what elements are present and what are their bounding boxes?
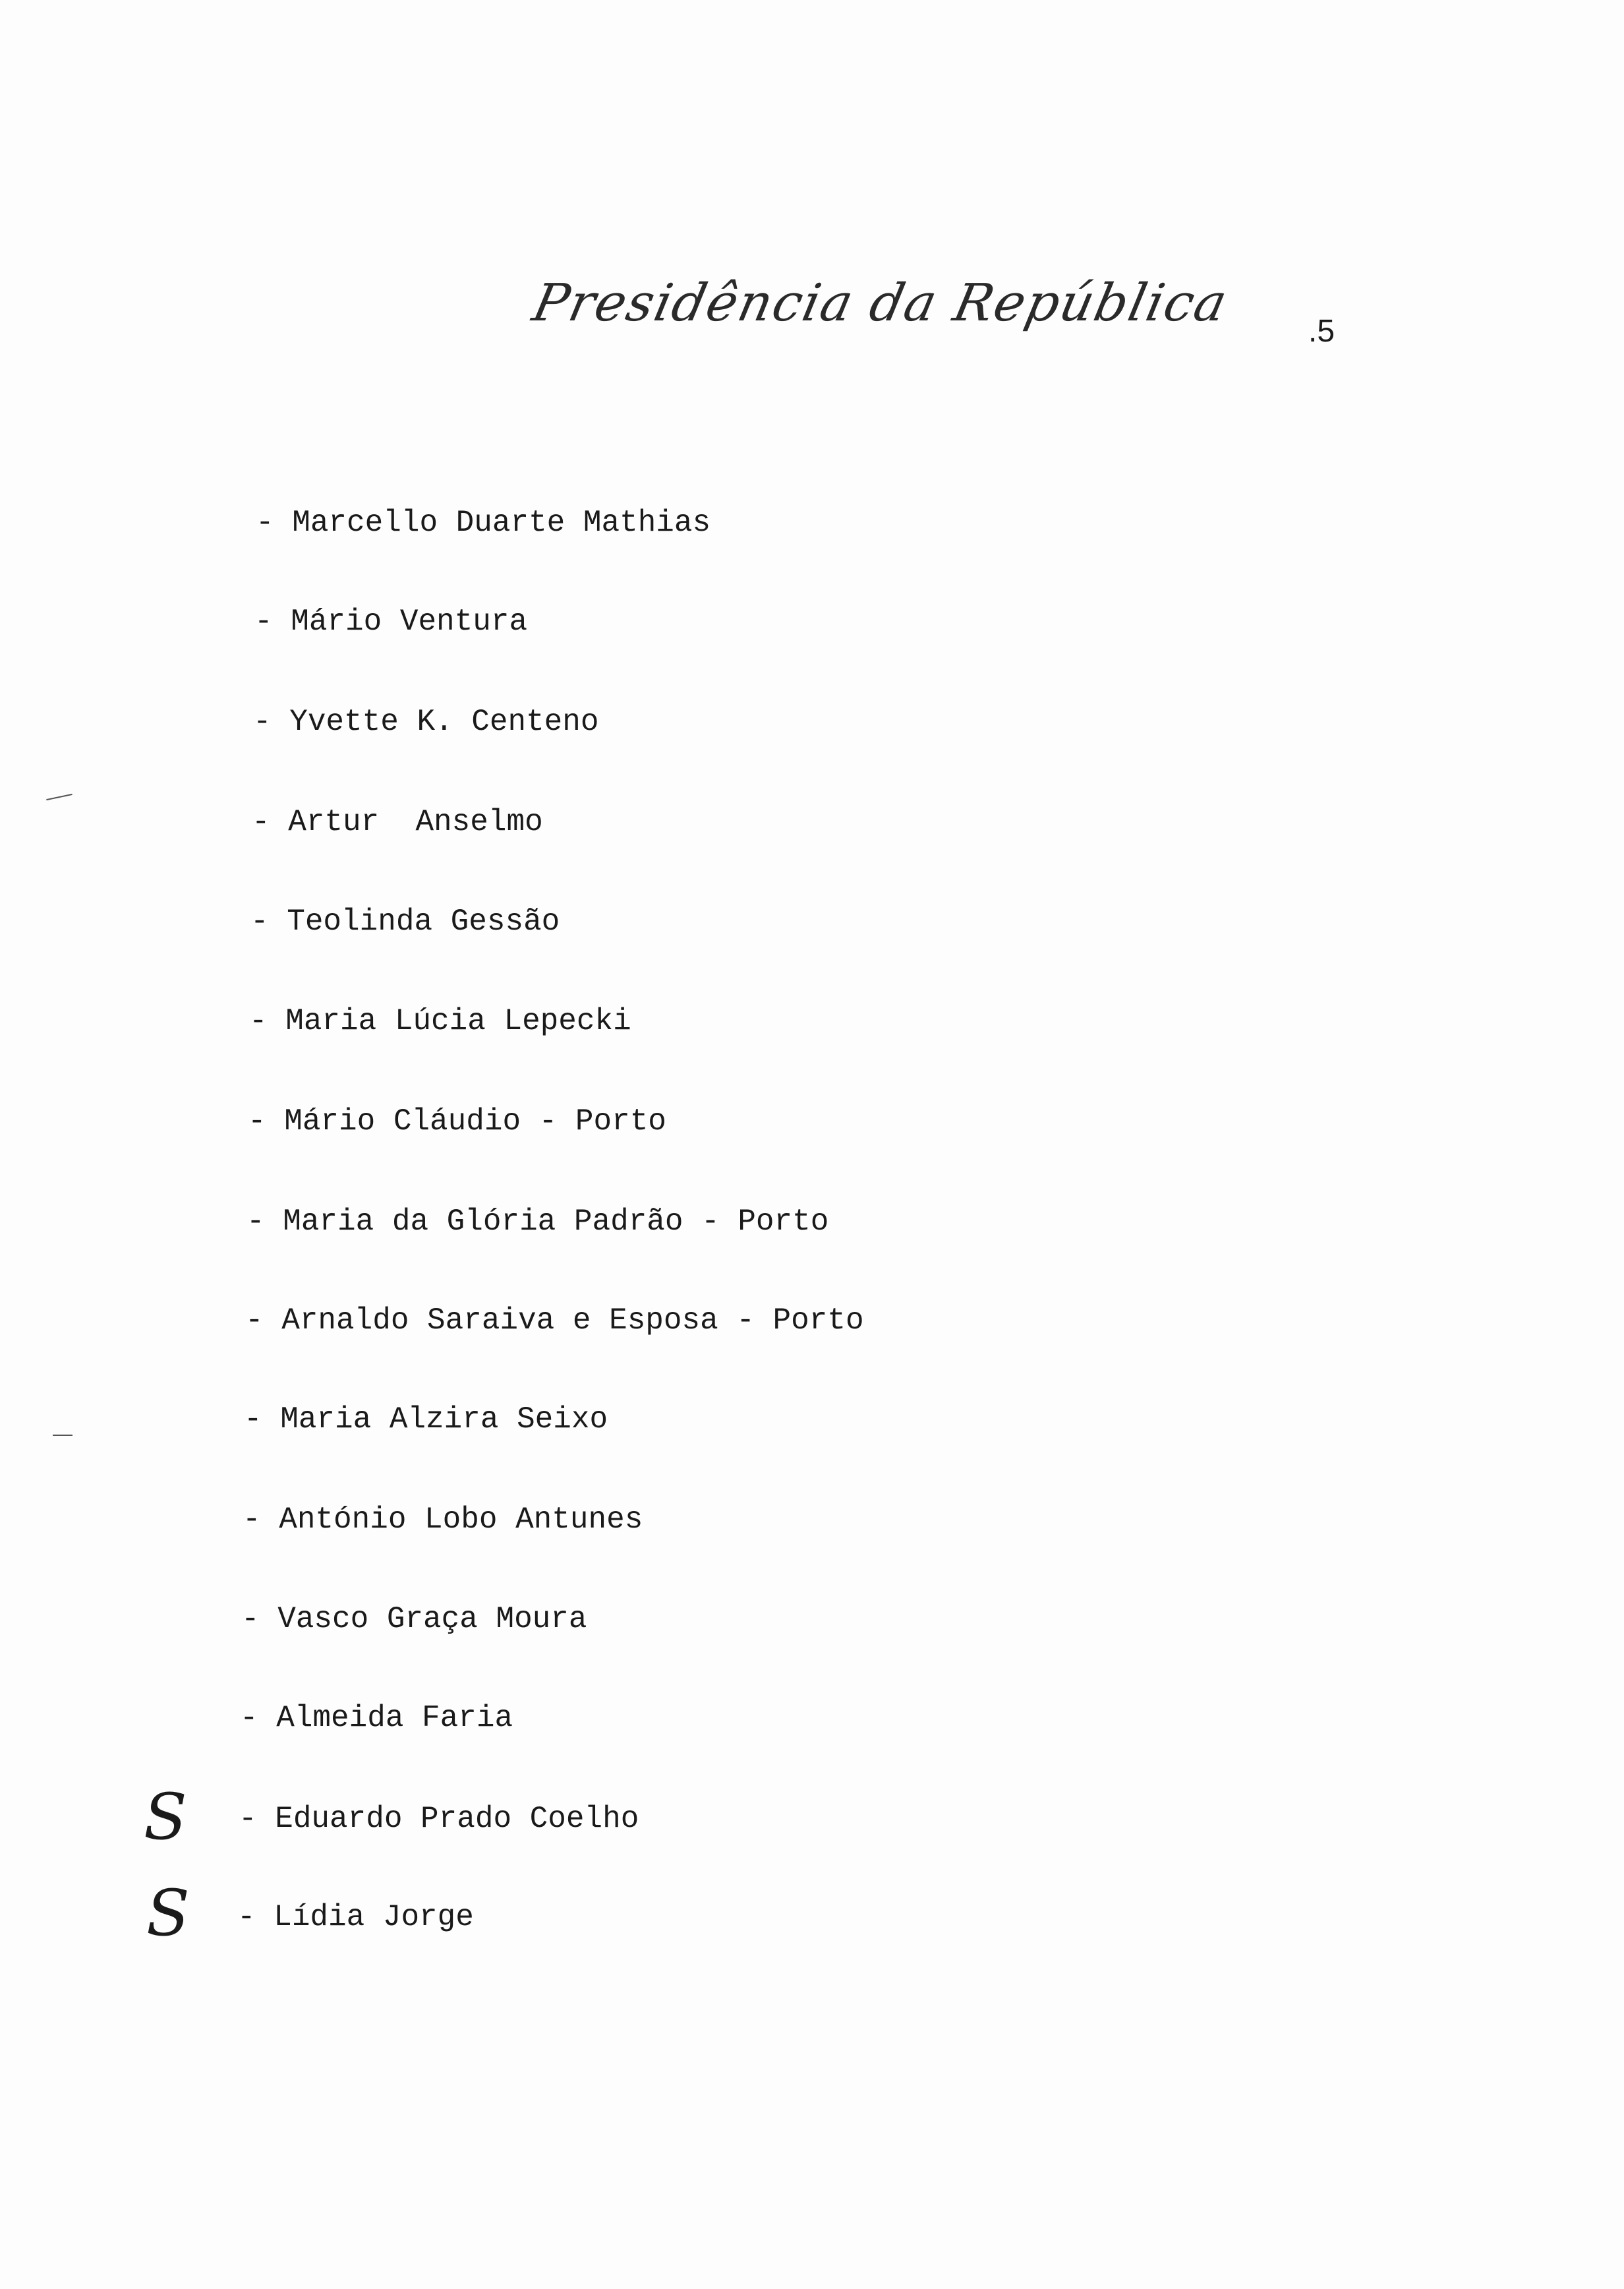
left-edge-mark bbox=[46, 794, 72, 800]
list-item: - Maria da Glória Padrão - Porto bbox=[246, 1204, 829, 1239]
list-item: - Eduardo Prado Coelho bbox=[239, 1802, 639, 1836]
handwritten-check-mark: S bbox=[146, 1876, 190, 1950]
list-item: - Teolinda Gessão bbox=[250, 905, 560, 939]
list-item: - Vasco Graça Moura bbox=[241, 1602, 587, 1636]
list-item: - Maria Lúcia Lepecki bbox=[249, 1004, 631, 1038]
handwritten-check-mark: S bbox=[144, 1780, 187, 1854]
list-item: - Lídia Jorge bbox=[237, 1900, 474, 1934]
list-item: - Almeida Faria bbox=[240, 1701, 513, 1735]
list-item: - Arnaldo Saraiva e Esposa - Porto bbox=[245, 1303, 864, 1338]
list-item: - Mário Ventura bbox=[254, 605, 528, 639]
list-item: - António Lobo Antunes bbox=[243, 1502, 643, 1537]
list-item: - Maria Alzira Seixo bbox=[244, 1402, 608, 1437]
list-item: - Mário Cláudio - Porto bbox=[248, 1104, 666, 1139]
page-number: .5 bbox=[1308, 314, 1335, 349]
list-item: - Yvette K. Centeno bbox=[253, 705, 599, 739]
left-edge-mark bbox=[53, 1435, 72, 1436]
list-item: - Artur Anselmo bbox=[252, 805, 543, 839]
letterhead-title: Presidência da República bbox=[527, 274, 1234, 333]
list-item: - Marcello Duarte Mathias bbox=[256, 506, 711, 540]
